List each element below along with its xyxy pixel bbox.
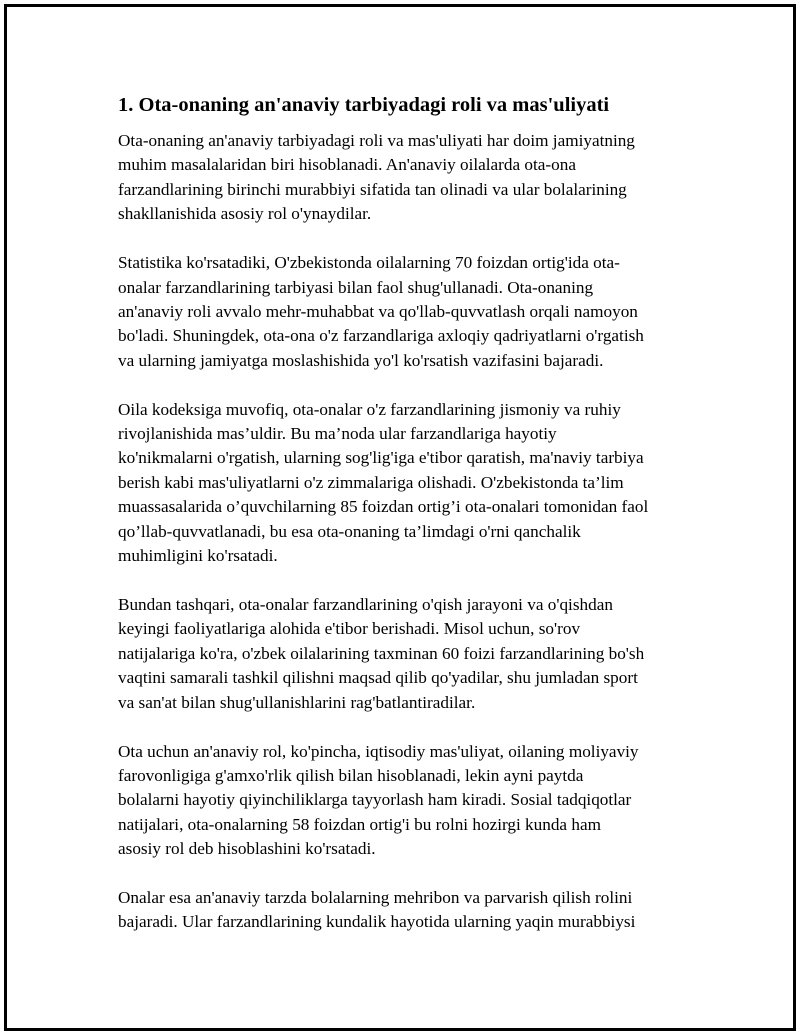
text-line: vaqtini samarali tashkil qilishni maqsad qilib qo'yadilar, shu jumladan sport	[118, 668, 638, 688]
text-line: bolalarni hayotiy qiyinchiliklarga tayyorlash ham kiradi. Sosial tadqiqotlar	[118, 790, 632, 810]
text-line: asosiy rol deb hisoblashini ko'rsatadi.	[118, 839, 376, 859]
text-line: bo'ladi. Shuningdek, ota-ona o'z farzandlariga axloqiy qadriyatlarni o'rgatish	[118, 326, 644, 346]
document-body	[118, 92, 690, 959]
text-line: berish kabi mas'uliyatlarni o'z zimmalariga olishadi. O'zbekistonda ta’lim	[118, 472, 624, 492]
text-line: qo’llab-quvvatlanadi, bu esa ota-onaning ta’limdagi o'rni qanchalik	[118, 521, 581, 541]
text-line: bajaradi. Ular farzandlarining kundalik hayotida ularning yaqin murabbiysi	[118, 912, 636, 932]
text-line: natijalariga ko'ra, o'zbek oilalarining taxminan 60 foizi farzandlarining bo'sh	[118, 643, 645, 663]
text-line: Oila kodeksiga muvofiq, ota-onalar o'z farzandlarining jismoniy va ruhiy	[118, 399, 621, 419]
text-line: an'anaviy roli avvalo mehr-muhabbat va qo'llab-quvvatlash orqali namoyon	[118, 301, 638, 321]
text-line: Bundan tashqari, ota-onalar farzandlarining o'qish jarayoni va o'qishdan	[118, 595, 613, 614]
text-line: ko'nikmalarni o'rgatish, ularning sog'lig'iga e'tibor qaratish, ma'naviy tarbiya	[118, 448, 644, 468]
paragraph-3	[118, 398, 690, 569]
paragraph-4	[118, 593, 690, 715]
text-line: Ota-onaning an'anaviy tarbiyadagi roli va mas'uliyati har doim jamiyatning	[118, 131, 635, 150]
paragraph-1	[118, 129, 690, 227]
text-line: va san'at bilan shug'ullanishlarini rag'batlantiradilar.	[118, 692, 476, 712]
text-line: Ota uchun an'anaviy rol, ko'pincha, iqtisodiy mas'uliyat, oilaning moliyaviy	[118, 741, 639, 761]
text-line: muhim masalalaridan biri hisoblanadi. An'anaviy oilalarda ota-ona	[118, 155, 576, 175]
text-line: natijalari, ota-onalarning 58 foizdan ortig'i bu rolni hozirgi kunda ham	[118, 814, 601, 834]
text-line: Onalar esa an'anaviy tarzda bolalarning mehribon va parvarish qilish rolini	[118, 888, 633, 908]
paragraph-6	[118, 886, 690, 935]
text-line: muhimligini ko'rsatadi.	[118, 546, 278, 566]
text-line: farzandlarining birinchi murabbiyi sifatida tan olinadi va ular bolalarining	[118, 179, 627, 199]
paragraph-5	[118, 740, 690, 862]
text-line: keyingi faoliyatlariga alohida e'tibor berishadi. Misol uchun, so'rov	[118, 619, 581, 639]
text-line: va ularning jamiyatga moslashishida yo'l ko'rsatish vazifasini bajaradi.	[118, 350, 604, 370]
paragraph-2	[118, 251, 690, 373]
text-line: onalar farzandlarining tarbiyasi bilan faol shug'ullanadi. Ota-onaning	[118, 277, 594, 297]
text-line: shakllanishida asosiy rol o'ynaydilar.	[118, 204, 372, 224]
text-line: muassasalarida o’quvchilarning 85 foizdan ortig’i ota-onalari tomonidan faol	[118, 497, 649, 517]
section-heading: 1. Ota-onaning an'anaviy tarbiyadagi roli va mas'uliyati	[118, 94, 610, 116]
text-line: Statistika ko'rsatadiki, O'zbekistonda oilalarning 70 foizdan ortig'ida ota-	[118, 253, 620, 273]
text-line: rivojlanishida mas’uldir. Bu ma’noda ular farzandlariga hayotiy	[118, 424, 557, 444]
text-line: farovonligiga g'amxo'rlik qilish bilan hisoblanadi, lekin ayni paytda	[118, 765, 584, 785]
